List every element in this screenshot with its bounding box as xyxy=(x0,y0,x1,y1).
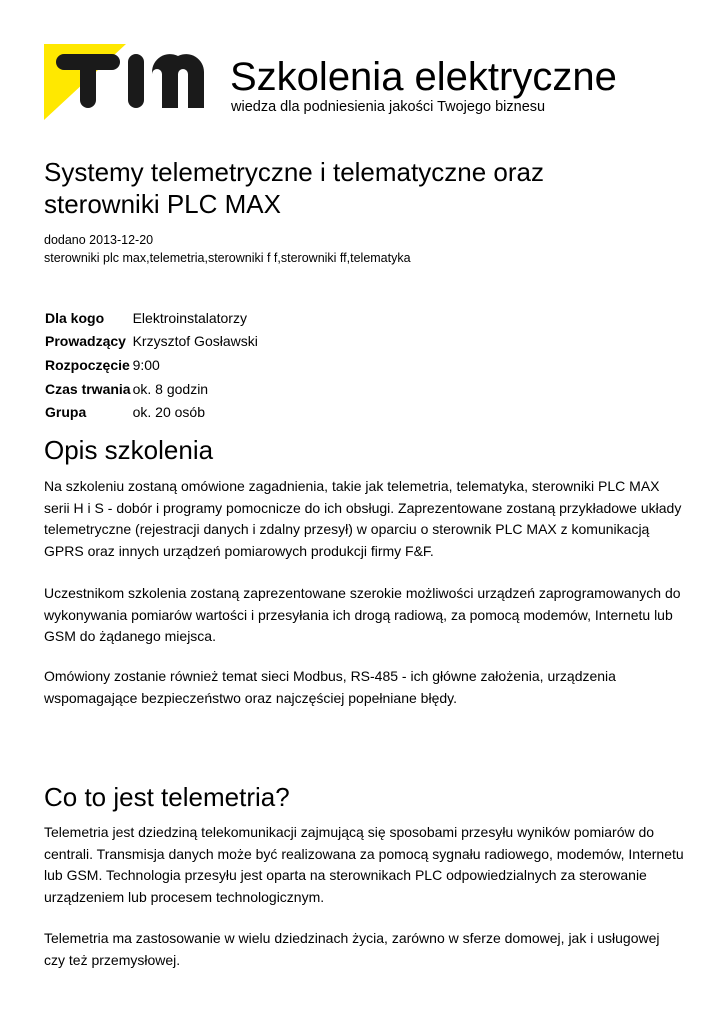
info-label: Grupa xyxy=(45,404,87,421)
info-value: Elektroinstalatorzy xyxy=(132,309,247,326)
info-label: Prowadzący xyxy=(45,333,126,350)
site-subtitle: wiedza dla podniesienia jakości Twojego biznesu xyxy=(231,99,546,115)
paragraph: Telemetria ma zastosowanie w wielu dziedzinach życia, zarówno w sferze domowej, jak i usługowej czy też przemysłowej. xyxy=(44,930,660,968)
paragraph: Telemetria jest dziedziną telekomunikacji zajmującą się sposobami przesyłu wyników pomiarów do centrali. Transmisja danych może być realizowana za pomocą sygnału radiowego, modemów, Internetu lub GSM. Technologia przesyłu jest oparta na sterownikach PLC odpowiedzialnych za sterowanie urządzeniem lub procesem technologicznym. xyxy=(44,824,684,905)
article-title: Systemy telemetryczne i telematyczne oraz sterowniki PLC MAX xyxy=(44,157,544,219)
info-row xyxy=(44,400,258,424)
paragraph: Uczestnikom szkolenia zostaną zaprezentowane szerokie możliwości urządzeń zaprogramowanych do wykonywania pomiarów wartości i przesyłania ich drogą radiową, za pomocą modemów, Internetu lub GSM do żądanego miejsca. xyxy=(44,585,681,645)
info-value: 9:00 xyxy=(132,356,160,373)
info-value: ok. 8 godzin xyxy=(132,380,209,397)
info-row xyxy=(44,306,258,330)
info-table xyxy=(44,306,258,424)
article-date: dodano 2013-12-20 xyxy=(44,233,154,247)
info-value: ok. 20 osób xyxy=(132,404,205,421)
tim-logo[interactable] xyxy=(44,44,204,120)
info-row xyxy=(44,353,258,377)
site-header xyxy=(44,44,684,124)
site-title: Szkolenia elektryczne xyxy=(230,55,617,99)
info-label: Rozpoczęcie xyxy=(45,356,130,373)
info-value: Krzysztof Gosławski xyxy=(132,333,258,350)
article-tags: sterowniki plc max,telemetria,sterowniki f f,sterowniki ff,telematyka xyxy=(44,251,411,265)
section-heading-telemetria: Co to jest telemetria? xyxy=(44,782,290,812)
paragraph: Omówiony zostanie również temat sieci Modbus, RS-485 - ich główne założenia, urządzenia wspomagające bezpieczeństwo oraz najczęściej popełniane błędy. xyxy=(44,668,616,706)
info-label: Dla kogo xyxy=(45,309,105,326)
info-row xyxy=(44,330,258,354)
section-heading-opis: Opis szkolenia xyxy=(44,435,214,465)
paragraph: Na szkoleniu zostaną omówione zagadnienia, takie jak telemetria, telematyka, sterowniki PLC MAX serii H i S - dobór i programy pomocnicze do ich obsługi. Zaprezentowane zostaną przykładowe układy telemetryczne (rejestracji danych i zdalny przesył) w oparciu o sterownik PLC MAX z komunikacją GPRS oraz innych urządzeń pomiarowych produkcji firmy F&F. xyxy=(44,478,682,559)
info-row xyxy=(44,377,258,401)
info-label: Czas trwania xyxy=(45,380,131,397)
